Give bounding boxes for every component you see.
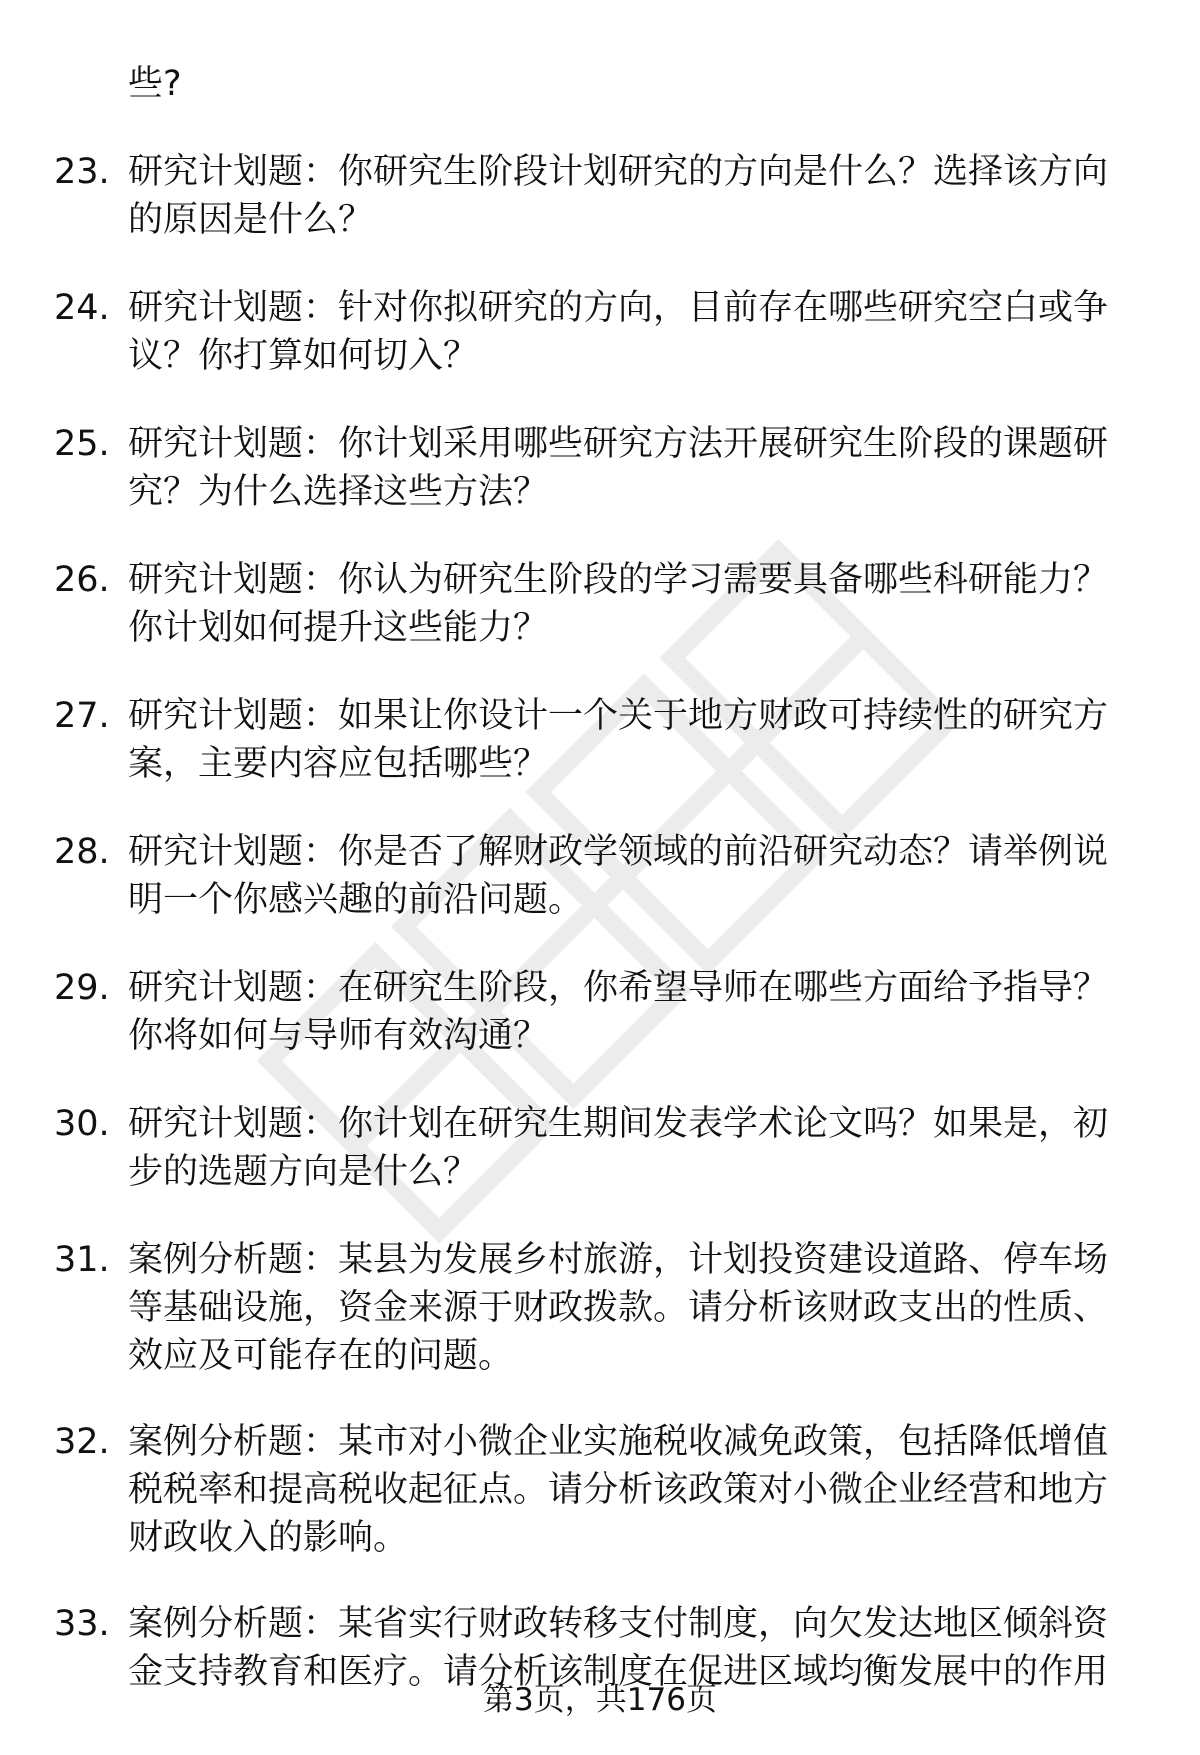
question-text: 案例分析题：某市对小微企业实施税收减免政策，包括降低增值 税税率和提高税收起征点。请分析该政策对小微企业经营和地方 财政收入的影响。 — [128, 1422, 1109, 1558]
question-text: 案例分析题：某省实行财政转移支付制度，向欠发达地区倾斜资 金支持教育和医疗。请分析该制度在促进区域均衡发展中的作用 — [128, 1604, 1109, 1692]
question-text: 研究计划题：你计划在研究生期间发表学术论文吗？如果是，初 步的选题方向是什么？ — [128, 1104, 1109, 1192]
question-item — [0, 964, 1200, 1060]
question-number: 26. — [54, 560, 110, 600]
question-item — [0, 148, 1200, 244]
question-text: 研究计划题：在研究生阶段，你希望导师在哪些方面给予指导？ 你将如何与导师有效沟通？ — [128, 968, 1109, 1056]
question-text: 研究计划题：你研究生阶段计划研究的方向是什么？选择该方向 的原因是什么？ — [128, 152, 1109, 240]
page-footer: 第3页，共176页 — [483, 1682, 717, 1718]
question-text: 研究计划题：你认为研究生阶段的学习需要具备哪些科研能力？ 你计划如何提升这些能力？ — [128, 560, 1109, 648]
question-number: 29. — [54, 968, 110, 1008]
question-item — [0, 828, 1200, 924]
question-number: 28. — [54, 832, 110, 872]
question-item — [0, 1100, 1200, 1196]
continued-text: 些? — [128, 64, 182, 104]
question-number: 23. — [54, 152, 110, 192]
question-item — [0, 1418, 1200, 1562]
question-number: 31. — [54, 1240, 110, 1280]
question-number: 33. — [54, 1604, 110, 1644]
question-list — [0, 148, 1200, 1736]
question-item — [0, 1236, 1200, 1380]
question-number: 25. — [54, 424, 110, 464]
question-text: 研究计划题：针对你拟研究的方向，目前存在哪些研究空白或争 议？你打算如何切入？ — [128, 288, 1109, 376]
question-item — [0, 692, 1200, 788]
question-number: 27. — [54, 696, 110, 736]
question-text: 研究计划题：你计划采用哪些研究方法开展研究生阶段的课题研 究？为什么选择这些方法？ — [128, 424, 1109, 512]
question-item — [0, 284, 1200, 380]
question-text: 案例分析题：某县为发展乡村旅游，计划投资建设道路、停车场 等基础设施，资金来源于财政拨款。请分析该财政支出的性质、 效应及可能存在的问题。 — [128, 1240, 1109, 1376]
question-text: 研究计划题：如果让你设计一个关于地方财政可持续性的研究方 案，主要内容应包括哪些？ — [128, 696, 1109, 784]
question-number: 32. — [54, 1422, 110, 1462]
question-number: 30. — [54, 1104, 110, 1144]
question-item — [0, 556, 1200, 652]
question-number: 24. — [54, 288, 110, 328]
question-text: 研究计划题：你是否了解财政学领域的前沿研究动态？请举例说 明一个你感兴趣的前沿问题。 — [128, 832, 1109, 920]
question-item — [0, 420, 1200, 516]
